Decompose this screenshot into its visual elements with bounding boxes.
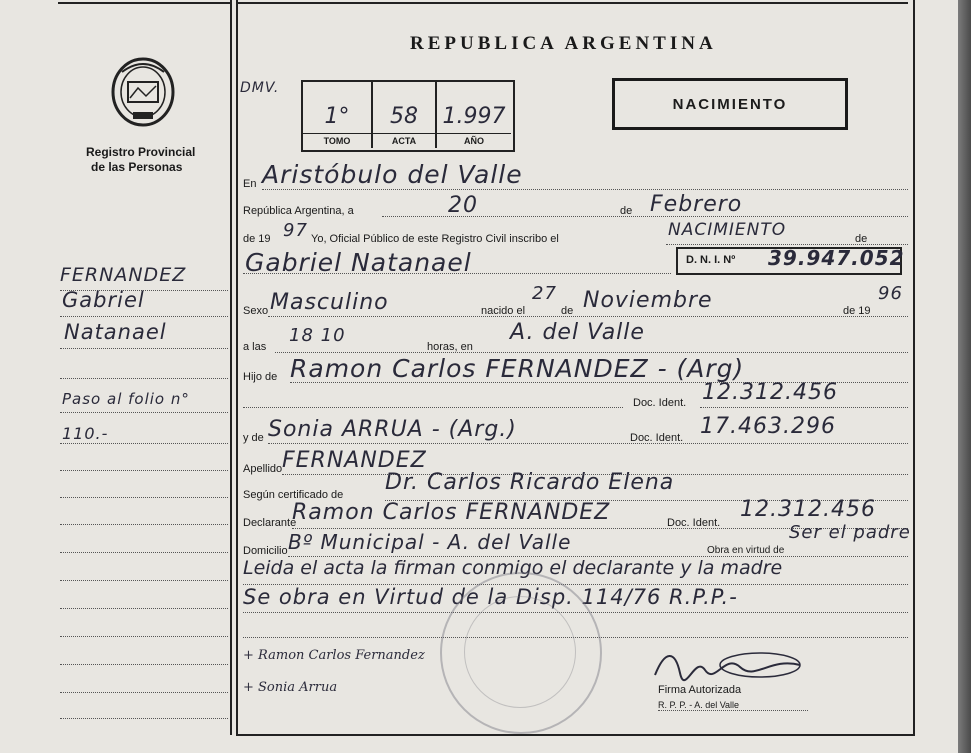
official-signature-icon [650, 645, 810, 685]
bottom-rule [236, 734, 915, 736]
dni-box [676, 246, 905, 275]
label-docident-father: Doc. Ident. [633, 397, 687, 409]
acta-label: ACTA [373, 133, 435, 148]
field-line [382, 216, 908, 217]
label-alas: a las [243, 341, 267, 353]
field-line [243, 273, 671, 274]
child-name-value: Gabriel Natanael [245, 248, 472, 277]
main-column-left-border [236, 0, 238, 735]
margin-line [60, 608, 228, 609]
margin-line [60, 718, 228, 719]
label-sexo: Sexo [243, 305, 269, 317]
field-line [275, 352, 908, 353]
father-doc-value: 12.312.456 [702, 380, 838, 405]
margin-line [60, 412, 228, 413]
field-line [700, 407, 908, 408]
margin-line [60, 552, 228, 553]
mother-doc-value: 17.463.296 [700, 414, 836, 439]
label-de-record: de [855, 233, 868, 245]
label-docident-declarant: Doc. Ident. [667, 517, 721, 529]
registry-office-label: R. P. P. - A. del Valle [658, 700, 740, 710]
margin-line [60, 378, 228, 379]
top-right-rule [238, 2, 908, 4]
margin-line [60, 316, 228, 317]
margin-surname: FERNANDEZ [60, 264, 187, 286]
label-declarante: Declarante [243, 517, 297, 529]
margin-name2: Natanael [64, 320, 167, 344]
closing-line-2: Se obra en Virtud de la Disp. 114/76 R.P.P.- [243, 585, 738, 609]
margin-note2: 110.- [62, 424, 109, 443]
label-de-month: de [620, 205, 633, 217]
closing-line-1: Leida el acta la firman conmigo el declarante y la madre [243, 557, 783, 579]
page-edge-shadow [958, 0, 971, 753]
margin-name1: Gabriel [62, 288, 145, 312]
surname-value: FERNANDEZ [282, 448, 427, 473]
declarant-doc-value: 12.312.456 [740, 497, 876, 522]
field-line [658, 710, 808, 711]
birth-year-value: 96 [878, 283, 903, 304]
father-value: Ramon Carlos FERNANDEZ - (Arg) [290, 354, 745, 383]
margin-line [60, 443, 228, 444]
ano-cell [437, 82, 511, 148]
margin-line [60, 470, 228, 471]
birth-place-value: A. del Valle [510, 320, 645, 345]
address-value: Bº Municipal - A. del Valle [288, 530, 572, 554]
authorized-signature-label: Firma Autorizada [658, 684, 742, 696]
label-horas: horas, en [427, 341, 473, 353]
location-code: DMV. [240, 80, 280, 96]
dni-value: 39.947.052 [768, 246, 905, 270]
country-title: REPUBLICA ARGENTINA [410, 33, 717, 54]
record-type-box [612, 78, 848, 130]
record-value: NACIMIENTO [668, 220, 787, 240]
acta-value: 58 [390, 104, 418, 129]
margin-line [60, 636, 228, 637]
father-signature: + Ramon Carlos Fernandez [243, 648, 425, 663]
field-line [268, 443, 908, 444]
ano-label: AÑO [437, 133, 511, 148]
record-type-label: NACIMIENTO [672, 95, 788, 113]
hour-value: 18 10 [289, 325, 346, 346]
label-republica: República Argentina, a [243, 205, 354, 217]
dni-label: D. N. I. Nº [686, 254, 736, 266]
year-value: 97 [283, 220, 308, 241]
tomo-cell [303, 82, 373, 148]
register-box [301, 80, 515, 152]
margin-line [60, 664, 228, 665]
label-hijo: Hijo de [243, 371, 278, 383]
label-yde: y de [243, 432, 264, 444]
margin-line [60, 692, 228, 693]
field-line [262, 189, 908, 190]
label-official: Yo, Oficial Público de este Registro Civil inscribo el [311, 233, 559, 245]
place-value: Aristóbulo del Valle [262, 160, 523, 189]
label-segun: Según certificado de [243, 489, 344, 501]
month-value: Febrero [650, 192, 743, 217]
declarant-value: Ramon Carlos FERNANDEZ [292, 500, 611, 525]
tomo-value: 1° [324, 104, 350, 129]
mother-signature: + Sonia Arrua [243, 680, 338, 695]
provincial-seal-icon [108, 52, 178, 128]
certificate-value: Dr. Carlos Ricardo Elena [385, 470, 675, 495]
label-en: En [243, 178, 257, 190]
margin-line [60, 497, 228, 498]
day-value: 20 [448, 193, 478, 218]
obra-value: Ser el padre [789, 522, 911, 543]
birth-day-value: 27 [532, 283, 557, 304]
margin-note1: Paso al folio n° [62, 390, 190, 408]
field-line [666, 244, 908, 245]
sex-value: Masculino [270, 290, 389, 315]
registry-name-line1: Registro Provincial [86, 145, 196, 159]
margin-line [60, 580, 228, 581]
margin-line [60, 348, 228, 349]
field-line [268, 316, 908, 317]
label-domicilio: Domicilio [243, 545, 288, 557]
top-left-rule [58, 2, 231, 4]
left-column-divider [230, 0, 232, 735]
label-de19-birth: de 19 [843, 305, 871, 317]
label-nacido: nacido el [481, 305, 526, 317]
label-apellido: Apellido [243, 463, 283, 475]
label-de-birth-month: de [561, 305, 574, 317]
registry-name-line2: de las Personas [91, 160, 183, 174]
birth-month-value: Noviembre [583, 288, 713, 313]
margin-line [60, 524, 228, 525]
field-line [243, 407, 623, 408]
label-docident-mother: Doc. Ident. [630, 432, 684, 444]
official-round-stamp [440, 572, 602, 734]
label-obra: Obra en virtud de [707, 545, 785, 556]
acta-cell [373, 82, 437, 148]
tomo-label: TOMO [303, 133, 371, 148]
main-column-right-border [913, 0, 915, 735]
label-de19: de 19 [243, 233, 271, 245]
ano-value: 1.997 [442, 104, 506, 129]
mother-value: Sonia ARRUA - (Arg.) [268, 417, 517, 442]
